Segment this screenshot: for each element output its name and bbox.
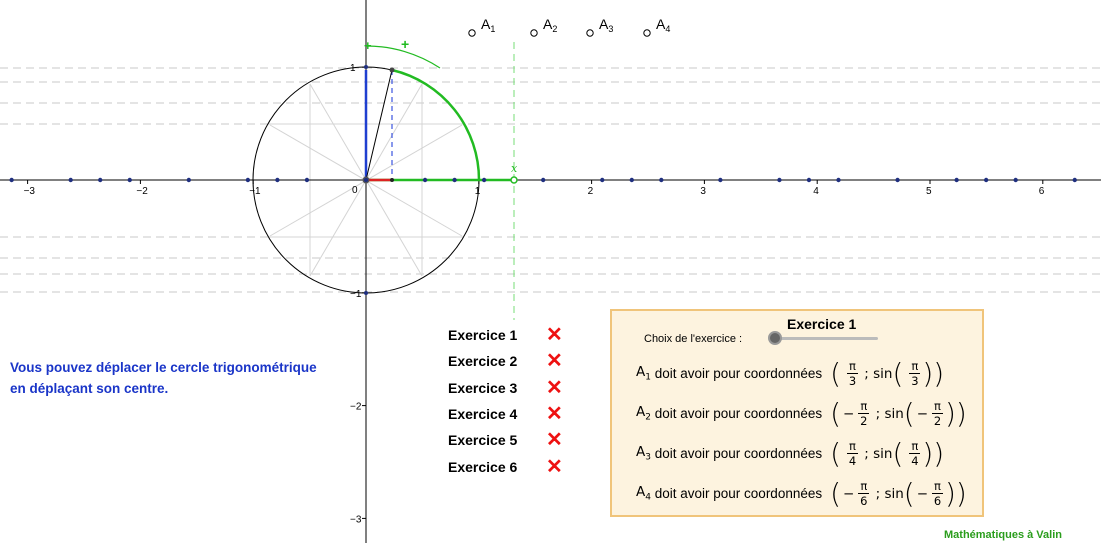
requirement-text: doit avoir pour coordonnées bbox=[654, 486, 823, 501]
x-tick-label: −2 bbox=[136, 186, 148, 197]
point-a-label: $A_3$ bbox=[599, 16, 614, 34]
rotation-plus-icon[interactable]: + bbox=[401, 36, 410, 52]
drag-hint-note bbox=[10, 357, 350, 399]
coordinate-formula: ( $\frac{\pi}{4}$ ; sin ( $\frac{\pi}{4}$ ) ) bbox=[830, 436, 945, 470]
axis-dot bbox=[9, 178, 13, 182]
exercise-label: Exercice 1 bbox=[448, 327, 518, 344]
axis-dot bbox=[807, 178, 811, 182]
x-tick-label: 3 bbox=[700, 186, 706, 197]
axis-dot bbox=[954, 178, 958, 182]
axis-dot bbox=[364, 291, 368, 295]
axis-dot bbox=[984, 178, 988, 182]
axis-dot bbox=[659, 178, 663, 182]
axis-dot bbox=[68, 178, 72, 182]
requirement-row: $A_3$ doit avoir pour coordonnées ( $\frac{\pi}{4}$ ; sin ( $\frac{\pi}{4}$ ) ) bbox=[636, 436, 945, 470]
axis-dot bbox=[275, 178, 279, 182]
axis-dot bbox=[1073, 178, 1077, 182]
exercise-slider-handle[interactable] bbox=[768, 331, 782, 345]
exercise-choice-label: Choix de l'exercice : bbox=[644, 333, 743, 345]
requirement-row: $A_1$ doit avoir pour coordonnées ( $\frac{\pi}{3}$ ; sin ( $\frac{\pi}{3}$ ) ) bbox=[636, 356, 945, 390]
x-tick-label: 4 bbox=[813, 186, 819, 197]
y-tick-label: −2 bbox=[350, 401, 362, 413]
x-tick-label: 6 bbox=[1038, 186, 1045, 197]
axis-dot bbox=[482, 178, 486, 182]
requirement-row: $A_4$ doit avoir pour coordonnées ( − $\frac{\pi}{6}$ ; sin ( − $\frac{\pi}{6}$ ) ) bbox=[636, 476, 967, 510]
cross-icon: ✕ bbox=[546, 376, 563, 399]
exercise-panel bbox=[610, 309, 984, 517]
coordinate-formula: ( − $\frac{\pi}{6}$ ; sin ( − $\frac{\pi}{6}$ ) ) bbox=[830, 476, 967, 510]
exercise-title: Exercice 1 bbox=[787, 316, 857, 332]
axis-dot bbox=[423, 178, 427, 182]
y-tick-label: −3 bbox=[350, 514, 362, 526]
coordinate-formula: ( − $\frac{\pi}{2}$ ; sin ( − $\frac{\pi}{2}$ ) ) bbox=[830, 396, 967, 430]
cross-icon: ✕ bbox=[546, 324, 563, 347]
x-marker-point[interactable] bbox=[511, 177, 517, 183]
point-a-label: $A_2$ bbox=[543, 16, 558, 34]
axis-dot bbox=[187, 178, 191, 182]
axis-dot bbox=[98, 178, 102, 182]
axis-dot bbox=[305, 178, 309, 182]
axis-dot bbox=[452, 178, 456, 182]
exercise-label: Exercice 3 bbox=[448, 379, 518, 396]
x-tick-label: −3 bbox=[23, 186, 36, 197]
note-line-2: en déplaçant son centre. bbox=[10, 381, 169, 396]
axis-dot bbox=[364, 178, 368, 182]
requirement-text: doit avoir pour coordonnées bbox=[654, 366, 823, 381]
axis-dot bbox=[364, 65, 368, 69]
axis-dot bbox=[541, 178, 545, 182]
exercise-slider[interactable] bbox=[774, 337, 878, 340]
point-a-marker[interactable] bbox=[644, 30, 650, 36]
x-marker-label: x bbox=[511, 162, 518, 175]
axis-dot bbox=[895, 178, 899, 182]
axis-dot bbox=[630, 178, 634, 182]
exercise-row bbox=[448, 375, 563, 401]
exercise-row bbox=[448, 427, 563, 453]
requirement-text: doit avoir pour coordonnées bbox=[654, 446, 823, 461]
axis-dot bbox=[777, 178, 781, 182]
cross-icon: ✕ bbox=[546, 350, 563, 373]
cosine-point bbox=[390, 178, 394, 182]
axis-dot bbox=[718, 178, 722, 182]
axis-dot bbox=[246, 178, 250, 182]
exercise-label: Exercice 4 bbox=[448, 406, 518, 423]
x-tick-label: 2 bbox=[587, 186, 594, 197]
cross-icon: ✕ bbox=[546, 429, 563, 452]
point-on-circle[interactable] bbox=[390, 68, 395, 73]
y-tick-label: −1 bbox=[350, 288, 362, 300]
credit-text: Mathématiques à Valin bbox=[944, 529, 1062, 541]
axis-dot bbox=[600, 178, 604, 182]
point-a-label: $A_1$ bbox=[481, 16, 496, 34]
origin-label: 0 bbox=[352, 185, 358, 196]
exercise-label: Exercice 6 bbox=[448, 458, 518, 475]
exercise-row bbox=[448, 453, 563, 479]
exercise-label: Exercice 5 bbox=[448, 432, 518, 449]
x-tick-label: 5 bbox=[926, 186, 932, 197]
point-a-marker[interactable] bbox=[587, 30, 593, 36]
angle-arc bbox=[392, 70, 479, 180]
note-line-1: Vous pouvez déplacer le cercle trigonométrique bbox=[10, 360, 317, 375]
exercise-label: Exercice 2 bbox=[448, 353, 518, 370]
requirement-row: $A_2$ doit avoir pour coordonnées ( − $\frac{\pi}{2}$ ; sin ( − $\frac{\pi}{2}$ ) ) bbox=[636, 396, 967, 430]
point-a-label: $A_4$ bbox=[656, 16, 671, 34]
exercise-status-list bbox=[448, 322, 563, 480]
cross-icon: ✕ bbox=[546, 455, 563, 478]
exercise-row bbox=[448, 401, 563, 427]
x-tick-label: 1 bbox=[474, 186, 481, 197]
x-tick-label: −1 bbox=[249, 186, 261, 197]
rotation-handle-start[interactable]: + bbox=[364, 38, 372, 53]
exercise-row bbox=[448, 322, 563, 348]
axis-dot bbox=[128, 178, 132, 182]
axis-dot bbox=[836, 178, 840, 182]
y-tick-label: 1 bbox=[350, 63, 356, 75]
cross-icon: ✕ bbox=[546, 403, 563, 426]
point-a-marker[interactable] bbox=[531, 30, 537, 36]
axis-dot bbox=[1013, 178, 1017, 182]
requirement-text: doit avoir pour coordonnées bbox=[654, 406, 823, 421]
radius-line bbox=[366, 70, 392, 180]
point-a-marker[interactable] bbox=[469, 30, 475, 36]
exercise-row bbox=[448, 348, 563, 374]
coordinate-formula: ( $\frac{\pi}{3}$ ; sin ( $\frac{\pi}{3}$ ) ) bbox=[830, 356, 945, 390]
